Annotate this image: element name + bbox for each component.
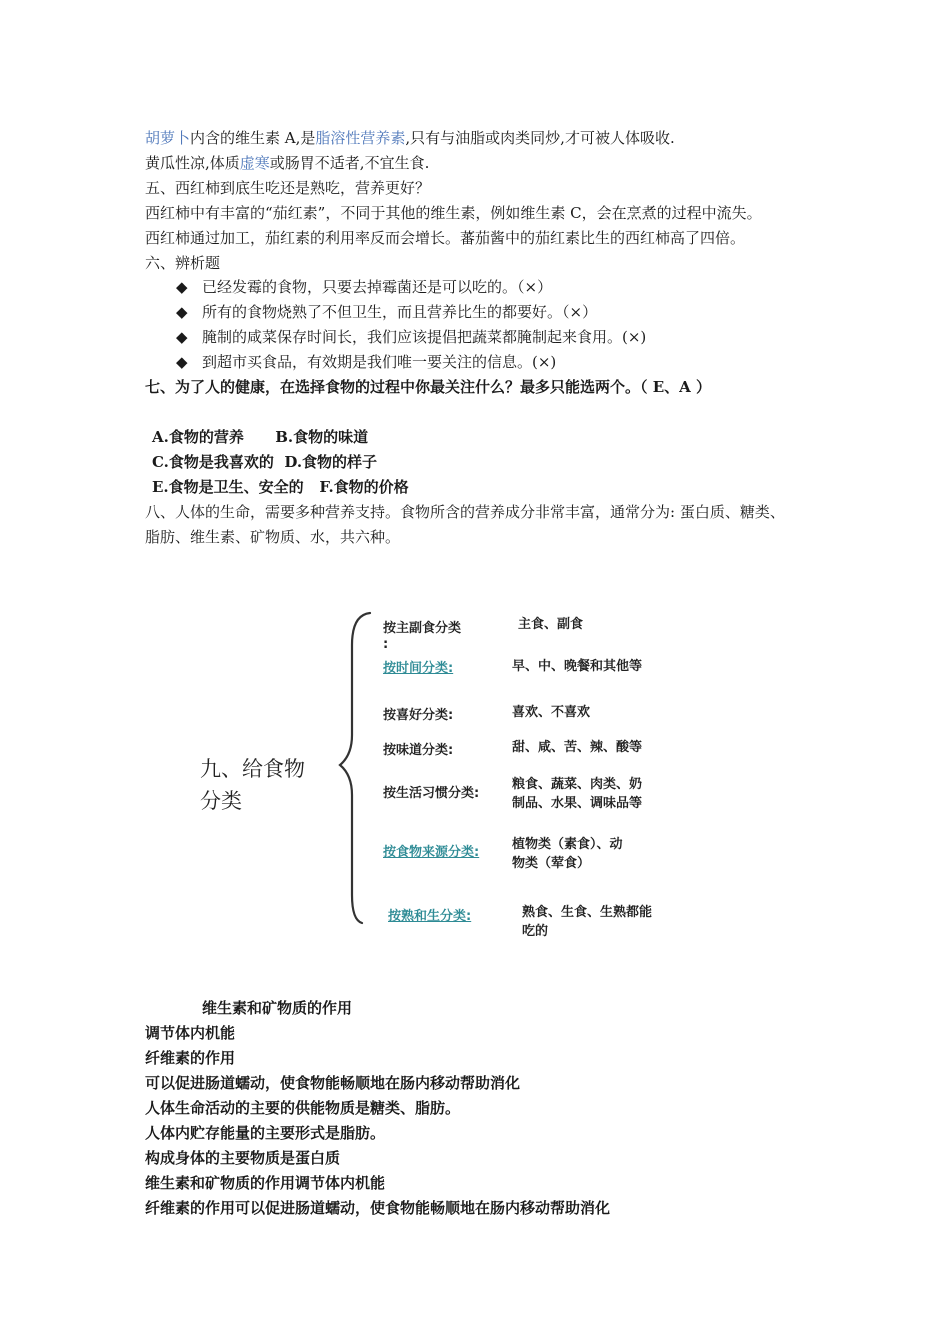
- bottom-line: 纤维素的作用: [145, 1049, 236, 1067]
- bottom-line: 维生素和矿物质的作用调节体内机能: [145, 1174, 386, 1192]
- diamond-bullet-icon: ◆: [176, 328, 188, 346]
- branch-value-habit: 粮食、蔬菜、肉类、奶 制品、水果、调味品等: [512, 777, 643, 811]
- carrot-line: [145, 128, 675, 148]
- branch-key-taste: 按味道分类:: [383, 743, 454, 758]
- bottom-line: 可以促进肠道蠕动，使食物能畅顺地在肠内移动帮助消化: [145, 1074, 521, 1092]
- bottom-line: 调节体内机能: [145, 1024, 236, 1042]
- list-item: ◆ 到超市买食品，有效期是我们唯一要关注的信息。(×): [176, 353, 557, 371]
- branch-value-time: 早、中、晚餐和其他等: [512, 659, 643, 674]
- diamond-bullet-icon: ◆: [176, 278, 188, 296]
- tomato-paragraph-1: 西红柿中有丰富的“茄红素”，不同于其他的维生素，例如维生素 C，会在烹煮的过程中流失。: [145, 204, 762, 222]
- diamond-bullet-icon: ◆: [176, 353, 188, 371]
- branch-key-cooked[interactable]: 按熟和生分类:: [388, 909, 472, 924]
- food-classification-diagram: [190, 605, 710, 950]
- branch-value-cooked: 熟食、生食、生熟都能 吃的: [522, 905, 653, 939]
- branch-key-habit: 按生活习惯分类:: [383, 786, 480, 801]
- diamond-bullet-icon: ◆: [176, 303, 188, 321]
- section-eight-line-2: 脂肪、维生素、矿物质、水，共六种。: [145, 528, 401, 546]
- carrot-text-mid: 内含的维生素 A,是: [190, 129, 316, 147]
- branch-key-time[interactable]: 按时间分类:: [383, 661, 454, 676]
- cucumber-text-a: 黄瓜性凉,体质: [145, 154, 240, 172]
- section-eight-line-1: 八、人体的生命，需要多种营养支持。食物所含的营养成分非常丰富，通常分为: 蛋白质、糖类、: [145, 503, 785, 521]
- tomato-paragraph-2: 西红柿通过加工，茄红素的利用率反而会增长。蕃茄酱中的茄红素比生的西红柿高了四倍。: [145, 229, 746, 247]
- link-carrot[interactable]: 胡萝卜: [145, 129, 191, 147]
- branch-key-source[interactable]: 按食物来源分类:: [383, 845, 480, 860]
- cucumber-text-b: 或肠胃不适者,不宜生食.: [269, 154, 430, 172]
- branch-value-source: 植物类（素食）、动 物类（荤食）: [512, 837, 623, 871]
- list-item: ◆ 所有的食物烧熟了不但卫生，而且营养比生的都要好。（×）: [176, 303, 598, 321]
- list-item: ◆ 腌制的咸菜保存时间长，我们应该提倡把蔬菜都腌制起来食用。(×): [176, 328, 647, 346]
- carrot-text-end: ,只有与油脂或肉类同炒,才可被人体吸收.: [405, 129, 675, 147]
- branch-value-main-side: 主食、副食: [518, 617, 584, 632]
- options-row-2: C.食物是我喜欢的 D.食物的样子: [152, 453, 378, 471]
- section-five-heading: 五、西红柿到底生吃还是熟吃，营养更好？: [145, 179, 431, 197]
- bottom-line: 人体生命活动的主要的供能物质是糖类、脂肪。: [145, 1099, 461, 1117]
- options-row-1: A.食物的营养 B.食物的味道: [152, 428, 369, 446]
- bottom-heading: 维生素和矿物质的作用: [202, 999, 353, 1017]
- diagram-title: 九、给食物 分类: [200, 757, 305, 813]
- options-row-3: E.食物是卫生、安全的 F.食物的价格: [152, 478, 409, 496]
- bottom-line: 人体内贮存能量的主要形式是脂肪。: [145, 1124, 386, 1142]
- link-fat-soluble[interactable]: 脂溶性营养素: [315, 129, 406, 147]
- bottom-line: 构成身体的主要物质是蛋白质: [145, 1149, 341, 1167]
- list-item: ◆ 已经发霉的食物，只要去掉霉菌还是可以吃的。（×）: [176, 278, 553, 296]
- branch-key-main-side: 按主副食分类: [383, 621, 462, 636]
- section-six-heading: 六、辨析题: [145, 254, 221, 272]
- bottom-line: 纤维素的作用可以促进肠道蠕动，使食物能畅顺地在肠内移动帮助消化: [145, 1199, 611, 1217]
- branch-key-colon: :: [383, 637, 389, 652]
- branch-key-preference: 按喜好分类:: [383, 708, 454, 723]
- branch-value-taste: 甜、咸、苦、辣、酸等: [512, 740, 643, 755]
- branch-value-preference: 喜欢、不喜欢: [512, 705, 591, 720]
- link-weak-cold[interactable]: 虚寒: [239, 154, 270, 172]
- question-seven: 七、为了人的健康，在选择食物的过程中你最关注什么？最多只能选两个。（ E、A ）: [145, 378, 712, 396]
- cucumber-line: [145, 153, 429, 173]
